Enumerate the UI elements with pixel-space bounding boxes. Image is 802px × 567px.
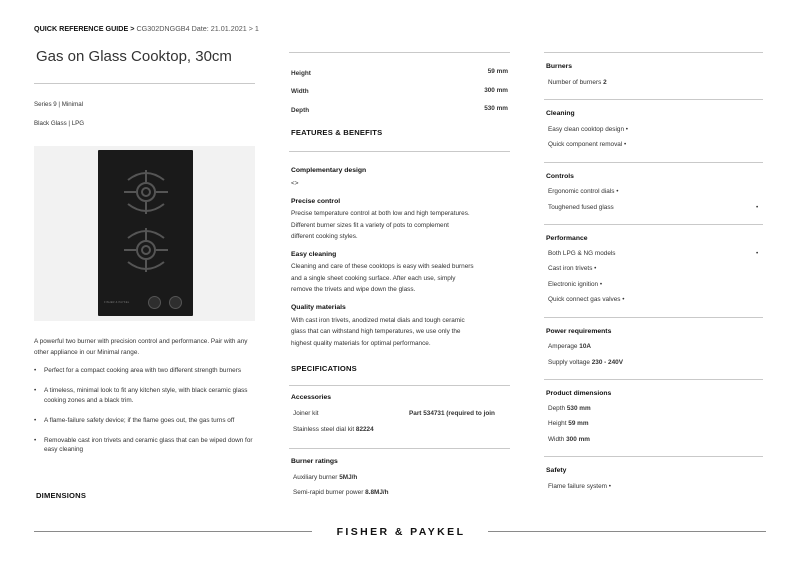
- dim-height-value: 59 mm: [487, 68, 508, 75]
- intro-text: A powerful two burner with precision control and performance. Pair with any other appliance in our Minimal range.: [34, 338, 248, 356]
- feature-title: Quality materials: [291, 304, 346, 311]
- control-knob-icon: [148, 296, 161, 309]
- spec-label: Auxiliary burner: [293, 474, 338, 481]
- burner-grate-icon: [122, 168, 170, 216]
- spec-value: 5MJ/h: [339, 474, 358, 481]
- spec-value: 230 - 240V: [591, 359, 623, 366]
- spec-row: [548, 405, 591, 412]
- feature-text: highest quality materials for optimal performance.: [291, 340, 431, 347]
- divider: [544, 162, 763, 163]
- burner-grate-icon: [122, 226, 170, 274]
- spec-item: Both LPG & NG models: [548, 250, 616, 257]
- feature-title: Easy cleaning: [291, 251, 337, 258]
- feature-text: glass that can withstand high temperatures, we use only the: [291, 328, 461, 335]
- benefit-list: [34, 366, 259, 465]
- burner-ratings-heading: Burner ratings: [291, 458, 338, 465]
- cooktop-illustration: [98, 150, 193, 316]
- product-image: [34, 146, 255, 321]
- model-date: CG302DNGGB4 Date: 21.01.2021 > 1: [136, 24, 259, 33]
- dim-width-label: Width: [291, 88, 309, 95]
- spec-item: Cast iron trivets •: [548, 265, 597, 272]
- spec-label: Stainless steel dial kit: [293, 426, 355, 433]
- spec-label: Height: [548, 420, 567, 427]
- performance-heading: Performance: [546, 235, 588, 242]
- spec-item: Quick component removal •: [548, 141, 627, 148]
- dimensions-heading: DIMENSIONS: [36, 491, 87, 500]
- spec-label: Width: [548, 436, 565, 443]
- divider: [34, 83, 255, 84]
- spec-value: 10A: [579, 343, 592, 350]
- spec-value: 59 mm: [568, 420, 589, 427]
- spec-row: [293, 426, 374, 433]
- feature-text: and a single sheet cooking surface. After each use, simply: [291, 275, 456, 282]
- spec-item: Flame failure system •: [548, 483, 611, 490]
- spec-value: Part 534731 (required to join: [409, 410, 495, 417]
- feature-text: remove the trivets and wipe down the glass.: [291, 286, 416, 293]
- spec-value: 8.8MJ/h: [365, 489, 389, 496]
- divider: [289, 52, 510, 53]
- burners-heading: Burners: [546, 63, 573, 70]
- feature-text: Different burner sizes fit a variety of pots to complement: [291, 222, 449, 229]
- spec-label: Depth: [548, 405, 566, 412]
- divider: [544, 99, 763, 100]
- brand-logo: FISHER & PAYKEL: [336, 526, 466, 538]
- cooktop-brand-mark: FISHER & PAYKEL: [104, 301, 130, 304]
- feature-title: Complementary design: [291, 167, 367, 174]
- spec-item: Toughened fused glass: [548, 204, 614, 211]
- controls-heading: Controls: [546, 173, 574, 180]
- spec-row: [548, 343, 591, 350]
- safety-heading: Safety: [546, 467, 567, 474]
- feature-text: Cleaning and care of these cooktops is easy with sealed burners: [291, 263, 474, 270]
- features-heading: FEATURES & BENEFITS: [291, 128, 383, 137]
- spec-row: [293, 474, 357, 481]
- spec-label: Number of burners: [548, 79, 602, 86]
- breadcrumb: [34, 24, 259, 33]
- list-item: • A timeless, minimal look to fit any kitchen style, with black ceramic glass cooking zones and a black trim.: [34, 386, 259, 405]
- series-line: Series 9 | Minimal: [34, 101, 84, 108]
- divider: [289, 448, 510, 449]
- spec-row: [548, 436, 590, 443]
- spec-value: 82224: [355, 426, 374, 433]
- page-title: Gas on Glass Cooktop, 30cm: [36, 48, 232, 65]
- cleaning-heading: Cleaning: [546, 110, 575, 117]
- guide-label: QUICK REFERENCE GUIDE >: [34, 24, 135, 33]
- dim-width-value: 300 mm: [484, 87, 508, 94]
- spec-label: Amperage: [548, 343, 578, 350]
- divider: [544, 224, 763, 225]
- accessories-heading: Accessories: [291, 394, 332, 401]
- divider: [544, 456, 763, 457]
- dim-depth-label: Depth: [291, 107, 310, 114]
- spec-item: Easy clean cooktop design •: [548, 126, 629, 133]
- product-dimensions-heading: Product dimensions: [546, 390, 612, 397]
- finish-line: Black Glass | LPG: [34, 120, 85, 127]
- list-item: • A flame-failure safety device; if the flame goes out, the gas turns off: [34, 416, 259, 426]
- feature-text: Precise temperature control at both low and high temperatures.: [291, 210, 470, 217]
- spec-item: Ergonomic control dials •: [548, 188, 619, 195]
- feature-title: Precise control: [291, 198, 341, 205]
- power-heading: Power requirements: [546, 328, 612, 335]
- spec-row: [293, 489, 389, 496]
- spec-label: Supply voltage: [548, 359, 590, 366]
- specifications-heading: SPECIFICATIONS: [291, 364, 357, 373]
- spec-value: 2: [603, 79, 607, 86]
- divider: [544, 379, 763, 380]
- spec-value: 300 mm: [566, 436, 590, 443]
- divider: [544, 52, 763, 53]
- footer-rule-left: [34, 531, 312, 532]
- feature-text: With cast iron trivets, anodized metal dials and tough ceramic: [291, 317, 465, 324]
- list-item: • Perfect for a compact cooking area with two different strength burners: [34, 366, 259, 376]
- spec-item: Electronic ignition •: [548, 281, 603, 288]
- divider: [289, 385, 510, 386]
- spec-row: [548, 420, 589, 427]
- divider: [544, 317, 763, 318]
- spec-mark: •: [756, 204, 759, 211]
- spec-value: 530 mm: [566, 405, 591, 412]
- spec-label: Joiner kit: [293, 410, 319, 417]
- spec-label: Semi-rapid burner power: [293, 489, 364, 496]
- dim-depth-value: 530 mm: [484, 105, 508, 112]
- spec-row: [548, 359, 623, 366]
- spec-item: Quick connect gas valves •: [548, 296, 625, 303]
- spec-mark: •: [756, 250, 759, 257]
- list-item: • Removable cast iron trivets and ceramic glass that can be wiped down for easy cleaning: [34, 436, 259, 455]
- feature-text: different cooking styles.: [291, 233, 358, 240]
- footer-rule-right: [488, 531, 766, 532]
- dim-height-label: Height: [291, 70, 311, 77]
- divider: [289, 151, 510, 152]
- feature-text: <>: [291, 180, 299, 187]
- control-knob-icon: [169, 296, 182, 309]
- spec-row: [548, 79, 607, 86]
